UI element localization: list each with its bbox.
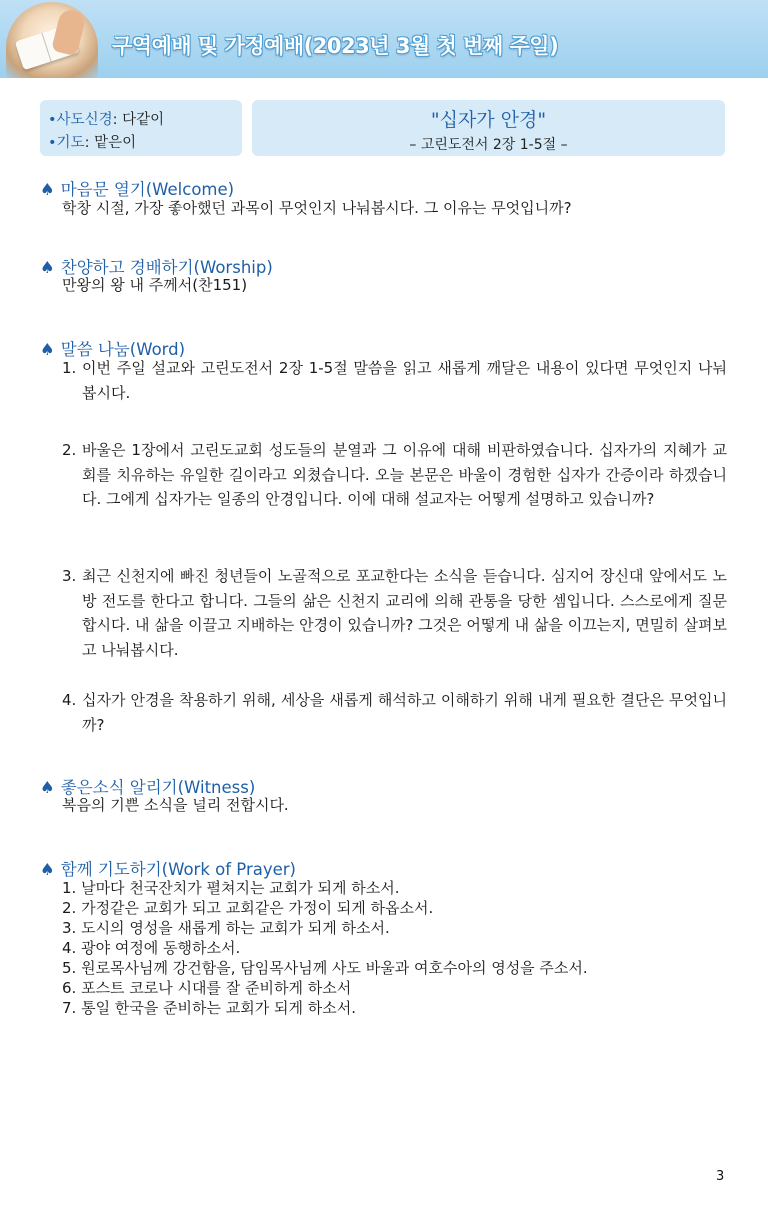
page-header [0,0,768,78]
question-text: 바울은 1장에서 고린도교회 성도들의 분열과 그 이유에 대해 비판하였습니다. 십자가의 지혜가 교회를 치유하는 유일한 길이라고 외쳤습니다. 오늘 본문은 바울이 경험한 십자가 간증이라 하겠습니다. 그에게 십자가는 일종의 안경입니다. 이에 대해 설교자는 어떻게 설명하고 있습니까? [82,441,727,508]
creed-role [48,108,164,129]
spade-icon: ♠ [40,180,55,199]
spade-icon: ♠ [40,258,55,277]
section-worship-text: 만왕의 왕 내 주께서(찬151) [62,276,248,294]
question-text: 최근 신천지에 빠진 청년들이 노골적으로 포교한다는 소식을 듣습니다. 심지어 장신대 앞에서도 노방 전도를 한다고 합니다. 그들의 삶은 신천지 교리에 의해 관통을 당한 셈입니다. 스스로에게 질문합시다. 내 삶을 이끌고 지배하는 안경이 있습니까? 그것은 어떻게 내 삶을 이끄는지, 면밀히 살펴보고 나눠봅시다. [82,567,727,659]
sermon-box [252,100,725,156]
prayer-item: 2. 가정같은 교회가 되고 교회같은 가정이 되게 하옵소서. [62,899,434,917]
question-number: 3. [62,567,77,585]
prayer-item: 4. 광야 여정에 동행하소서. [62,939,241,957]
section-word-title: 말씀 나눔(Word) [60,340,186,359]
hand-illustration [51,8,87,57]
prayer-item: 3. 도시의 영성을 새롭게 하는 교회가 되게 하소서. [62,919,390,937]
spade-icon: ♠ [40,860,55,879]
worship-roles-box [40,100,242,156]
section-welcome-text: 학창 시절, 가장 좋아했던 과목이 무엇인지 나눠봅시다. 그 이유는 무엇입니까? [62,199,572,217]
question-text: 십자가 안경을 착용하기 위해, 세상을 새롭게 해석하고 이해하기 위해 내게 필요한 결단은 무엇입니까? [82,691,727,734]
prayer-label: •기도 [48,135,85,151]
prayer-item: 6. 포스트 코로나 시대를 잘 준비하게 하소서 [62,979,352,997]
prayer-item: 7. 통일 한국을 준비하는 교회가 되게 하소서. [62,999,357,1017]
section-witness-text: 복음의 기쁜 소식을 널리 전합시다. [62,796,289,814]
question-number: 4. [62,691,77,709]
prayer-value: : 맡은이 [84,135,137,151]
section-worship-title: 찬양하고 경배하기(Worship) [60,258,273,277]
creed-value: : 다같이 [112,112,165,128]
word-question-4 [62,688,727,737]
prayer-item: 1. 날마다 천국잔치가 펼쳐지는 교회가 되게 하소서. [62,879,400,897]
spade-icon: ♠ [40,340,55,359]
section-witness-title: 좋은소식 알리기(Witness) [60,778,256,797]
page-title: 구역예배 및 가정예배(2023년 3월 첫 번째 주일) [112,34,559,58]
spade-icon: ♠ [40,778,55,797]
creed-label: •사도신경 [48,112,113,128]
section-welcome-title: 마음문 열기(Welcome) [60,180,235,199]
word-question-2 [62,438,727,512]
section-prayer-title: 함께 기도하기(Work of Prayer) [60,860,296,879]
section-prayer-heading [40,856,296,880]
sermon-title: "십자가 안경" [430,109,547,131]
word-question-3 [62,564,727,662]
prayer-list [62,878,722,1018]
question-number: 2. [62,441,77,459]
sermon-reference: – 고린도전서 2장 1-5절 – [409,137,568,153]
word-question-1 [62,356,727,405]
praying-hands-bible-image [6,2,98,78]
page-number: 3 [716,1169,725,1184]
prayer-role [48,131,136,152]
question-text: 이번 주일 설교와 고린도전서 2장 1-5절 말씀을 읽고 새롭게 깨달은 내용이 있다면 무엇인지 나눠봅시다. [82,359,727,402]
prayer-item: 5. 원로목사님께 강건함을, 담임목사님께 사도 바울과 여호수아의 영성을 주소서. [62,959,588,977]
question-number: 1. [62,359,77,377]
